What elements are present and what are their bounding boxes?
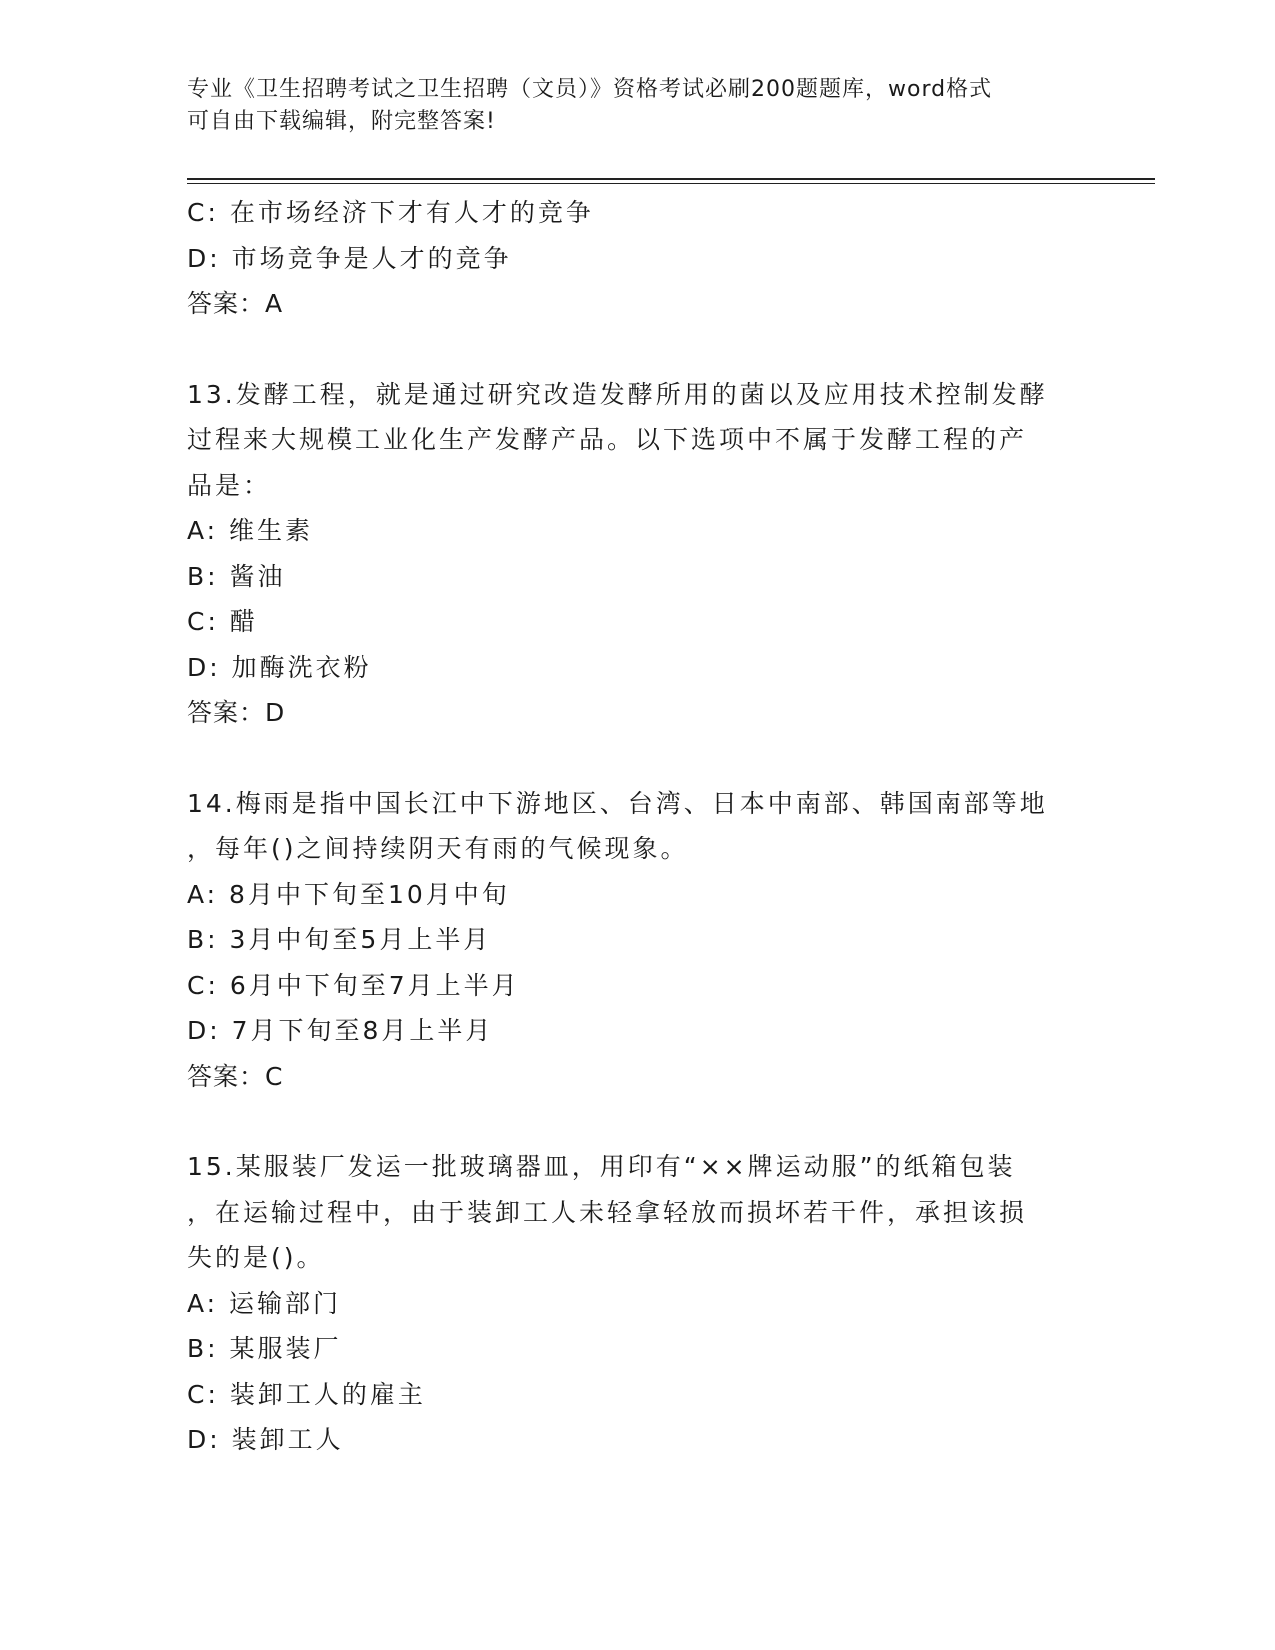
spacer (187, 1099, 1087, 1144)
question-stem (187, 1144, 1087, 1281)
stem-line: ，在运输过程中，由于装卸工人未轻拿轻放而损坏若干件，承担该损 (187, 1197, 1028, 1227)
option-b: B: 酱油 (187, 561, 286, 591)
header-divider (187, 178, 1155, 184)
answer-line: 答案：D (187, 698, 286, 727)
question-14 (187, 781, 1087, 1100)
option-c: C: 醋 (187, 607, 258, 636)
stem-line: 14.梅雨是指中国长江中下游地区、台湾、日本中南部、韩国南部等地 (187, 788, 1048, 818)
option-c: C: 装卸工人的雇主 (187, 1379, 426, 1409)
document-header (187, 74, 1087, 138)
option-a: A: 维生素 (187, 516, 314, 545)
stem-line: 品是： (187, 470, 272, 500)
option-d: D: 7月下旬至8月上半月 (187, 1016, 494, 1045)
question-15 (187, 1144, 1087, 1463)
question-13 (187, 372, 1087, 736)
stem-line: ，每年()之间持续阴天有雨的气候现象。 (187, 834, 689, 863)
option-d: D: 市场竞争是人才的竞争 (187, 243, 512, 273)
option-c: C: 6月中下旬至7月上半月 (187, 970, 520, 1000)
spacer (187, 327, 1087, 372)
option-b: B: 3月中旬至5月上半月 (187, 925, 492, 954)
question-stem (187, 781, 1087, 872)
answer-line: 答案：A (187, 289, 284, 318)
option-d: D: 装卸工人 (187, 1425, 344, 1454)
stem-line: 13.发酵工程，就是通过研究改造发酵所用的菌以及应用技术控制发酵 (187, 379, 1048, 409)
option-a: A: 运输部门 (187, 1288, 342, 1318)
option-a: A: 8月中下旬至10月中旬 (187, 879, 510, 909)
spacer (187, 736, 1087, 781)
answer-line: 答案：C (187, 1061, 284, 1091)
question-12-fragment (187, 190, 1087, 327)
stem-line: 15.某服装厂发运一批玻璃器皿，用印有“××牌运动服”的纸箱包装 (187, 1152, 1016, 1181)
header-line-1: 专业《卫生招聘考试之卫生招聘（文员）》资格考试必刷200题题库，word格式 (187, 77, 993, 102)
header-line-2: 可自由下载编辑，附完整答案! (187, 109, 496, 134)
question-stem (187, 372, 1087, 509)
stem-line: 过程来大规模工业化生产发酵产品。以下选项中不属于发酵工程的产 (187, 425, 1028, 454)
option-c: C: 在市场经济下才有人才的竞争 (187, 198, 594, 227)
document-body (187, 190, 1087, 1463)
option-d: D: 加酶洗衣粉 (187, 652, 372, 682)
option-b: B: 某服装厂 (187, 1334, 342, 1363)
stem-line: 失的是()。 (187, 1243, 325, 1272)
